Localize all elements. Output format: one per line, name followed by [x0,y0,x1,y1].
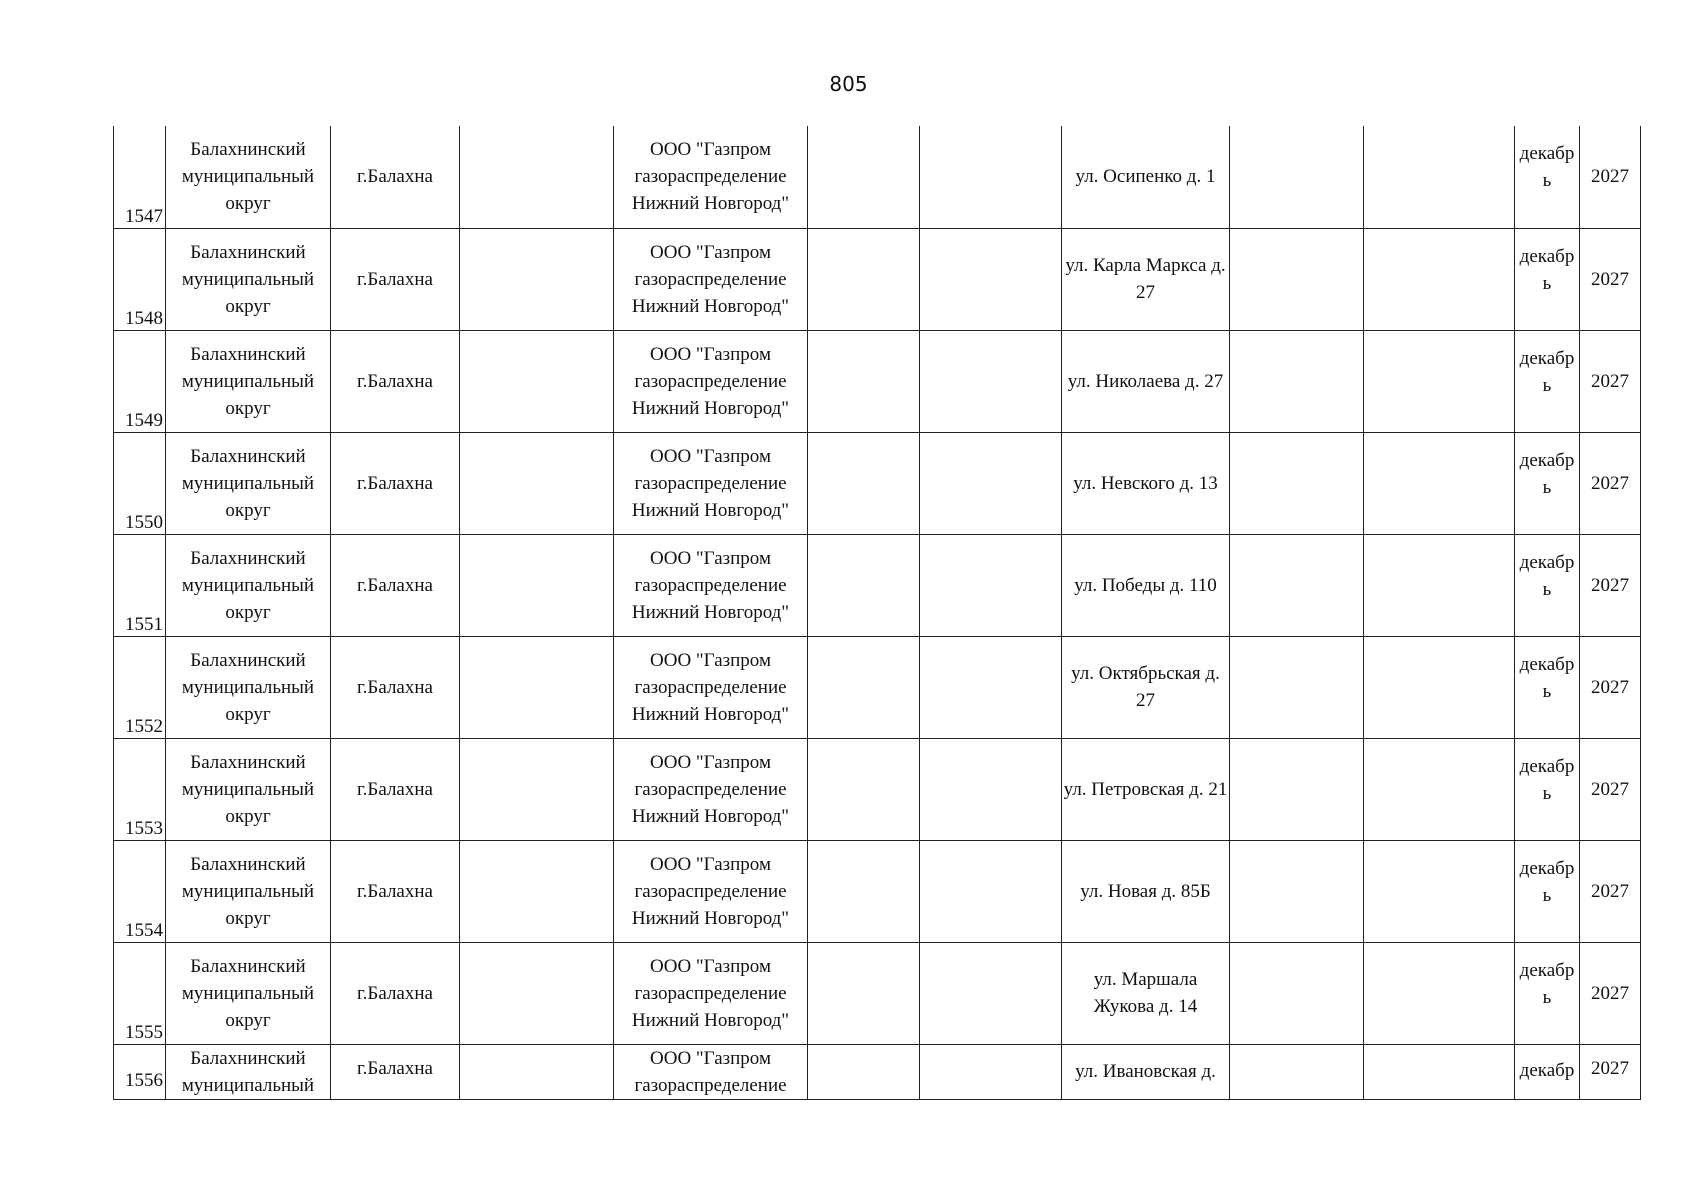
month-cell: декабр ь [1515,738,1580,840]
address-cell: ул. Карла Маркса д. 27 [1062,228,1230,330]
year-cell: 2027 [1580,126,1641,228]
row-number-cell: 1548 [114,228,166,330]
district-cell: Балахнинский муниципальный округ [166,432,331,534]
district-cell: Балахнинский муниципальный округ [166,840,331,942]
empty-cell [808,1044,920,1099]
empty-cell [460,1044,614,1099]
empty-cell [1230,1044,1364,1099]
organization-cell: ООО "Газпром газораспределение Нижний Новгород" [614,840,808,942]
empty-cell [460,228,614,330]
row-number-cell: 1551 [114,534,166,636]
empty-cell [460,534,614,636]
address-cell: ул. Ивановская д. [1062,1044,1230,1099]
empty-cell [1230,840,1364,942]
year-cell: 2027 [1580,942,1641,1044]
organization-cell: ООО "Газпром газораспределение Нижний Новгород" [614,330,808,432]
month-cell: декабр ь [1515,942,1580,1044]
empty-cell [1364,534,1515,636]
city-cell: г.Балахна [331,942,460,1044]
empty-cell [1364,228,1515,330]
month-cell: декабр ь [1515,228,1580,330]
city-cell: г.Балахна [331,738,460,840]
organization-cell: ООО "Газпром газораспределение Нижний Новгород" [614,942,808,1044]
empty-cell [920,228,1062,330]
organization-cell: ООО "Газпром газораспределение Нижний Новгород" [614,228,808,330]
empty-cell [808,432,920,534]
table-row [114,534,1641,636]
month-cell: декабр [1515,1044,1580,1099]
year-cell: 2027 [1580,432,1641,534]
organization-cell: ООО "Газпром газораспределение [614,1044,808,1099]
year-cell: 2027 [1580,840,1641,942]
year-cell: 2027 [1580,738,1641,840]
row-number-cell: 1555 [114,942,166,1044]
city-cell: г.Балахна [331,228,460,330]
district-cell: Балахнинский муниципальный округ [166,228,331,330]
address-cell: ул. Николаева д. 27 [1062,330,1230,432]
empty-cell [1230,738,1364,840]
empty-cell [1364,432,1515,534]
table-row [114,126,1641,228]
year-cell: 2027 [1580,330,1641,432]
table-row [114,636,1641,738]
empty-cell [1364,126,1515,228]
empty-cell [460,738,614,840]
organization-cell: ООО "Газпром газораспределение Нижний Новгород" [614,738,808,840]
district-cell: Балахнинский муниципальный округ [166,126,331,228]
empty-cell [460,330,614,432]
month-cell: декабр ь [1515,840,1580,942]
district-cell: Балахнинский муниципальный округ [166,330,331,432]
district-cell: Балахнинский муниципальный [166,1044,331,1099]
empty-cell [1230,228,1364,330]
year-cell: 2027 [1580,1044,1641,1099]
empty-cell [920,1044,1062,1099]
table-row [114,228,1641,330]
table-row [114,738,1641,840]
organization-cell: ООО "Газпром газораспределение Нижний Новгород" [614,636,808,738]
empty-cell [808,942,920,1044]
row-number-cell: 1554 [114,840,166,942]
city-cell: г.Балахна [331,636,460,738]
address-cell: ул. Осипенко д. 1 [1062,126,1230,228]
empty-cell [808,330,920,432]
empty-cell [460,432,614,534]
empty-cell [1230,126,1364,228]
empty-cell [920,636,1062,738]
empty-cell [1364,942,1515,1044]
empty-cell [460,126,614,228]
city-cell: г.Балахна [331,432,460,534]
row-number-cell: 1553 [114,738,166,840]
row-number-cell: 1550 [114,432,166,534]
month-cell: декабр ь [1515,636,1580,738]
year-cell: 2027 [1580,636,1641,738]
empty-cell [808,738,920,840]
empty-cell [1364,738,1515,840]
row-number-cell: 1552 [114,636,166,738]
empty-cell [1230,636,1364,738]
month-cell: декабр ь [1515,330,1580,432]
district-cell: Балахнинский муниципальный округ [166,534,331,636]
empty-cell [460,942,614,1044]
empty-cell [808,840,920,942]
empty-cell [920,126,1062,228]
table-row [114,1044,1641,1099]
organization-cell: ООО "Газпром газораспределение Нижний Новгород" [614,126,808,228]
year-cell: 2027 [1580,534,1641,636]
page-number: 805 [829,72,868,96]
empty-cell [920,840,1062,942]
city-cell: г.Балахна [331,126,460,228]
empty-cell [808,534,920,636]
empty-cell [1230,942,1364,1044]
month-cell: декабр ь [1515,432,1580,534]
address-cell: ул. Октябрьская д. 27 [1062,636,1230,738]
empty-cell [920,432,1062,534]
empty-cell [808,228,920,330]
row-number-cell: 1549 [114,330,166,432]
row-number-cell: 1556 [114,1044,166,1099]
empty-cell [1364,330,1515,432]
table-row [114,432,1641,534]
organization-cell: ООО "Газпром газораспределение Нижний Новгород" [614,432,808,534]
year-cell: 2027 [1580,228,1641,330]
address-cell: ул. Маршала Жукова д. 14 [1062,942,1230,1044]
district-cell: Балахнинский муниципальный округ [166,636,331,738]
empty-cell [808,636,920,738]
empty-cell [920,738,1062,840]
address-cell: ул. Петровская д. 21 [1062,738,1230,840]
city-cell: г.Балахна [331,1044,460,1099]
district-cell: Балахнинский муниципальный округ [166,738,331,840]
district-cell: Балахнинский муниципальный округ [166,942,331,1044]
city-cell: г.Балахна [331,840,460,942]
address-cell: ул. Новая д. 85Б [1062,840,1230,942]
city-cell: г.Балахна [331,534,460,636]
empty-cell [460,840,614,942]
city-cell: г.Балахна [331,330,460,432]
empty-cell [1230,534,1364,636]
row-number-cell: 1547 [114,126,166,228]
empty-cell [920,330,1062,432]
empty-cell [808,126,920,228]
empty-cell [1230,330,1364,432]
organization-cell: ООО "Газпром газораспределение Нижний Новгород" [614,534,808,636]
empty-cell [1364,840,1515,942]
empty-cell [920,942,1062,1044]
table-row [114,330,1641,432]
table-row [114,840,1641,942]
empty-cell [1230,432,1364,534]
month-cell: декабр ь [1515,534,1580,636]
address-cell: ул. Победы д. 110 [1062,534,1230,636]
address-cell: ул. Невского д. 13 [1062,432,1230,534]
registry-table [113,126,1641,1100]
empty-cell [460,636,614,738]
table-row [114,942,1641,1044]
empty-cell [920,534,1062,636]
empty-cell [1364,636,1515,738]
empty-cell [1364,1044,1515,1099]
month-cell: декабр ь [1515,126,1580,228]
